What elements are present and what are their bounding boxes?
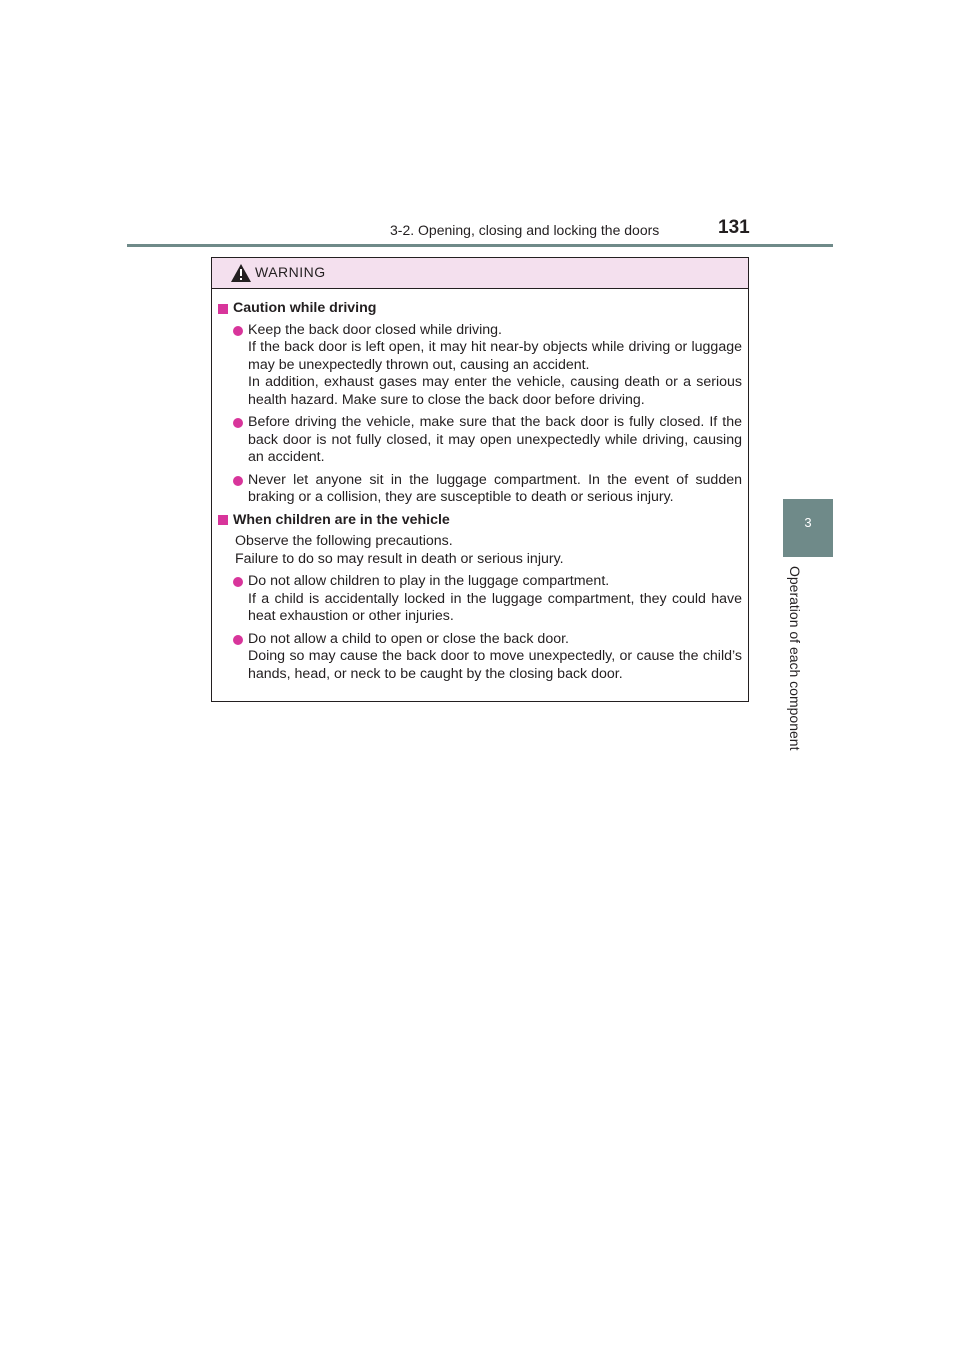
round-bullet-icon	[233, 635, 243, 645]
header-divider	[127, 244, 833, 247]
section-children-in-vehicle	[218, 512, 742, 684]
warning-box	[211, 257, 749, 702]
section-heading	[218, 512, 742, 530]
item-line: Doing so may cause the back door to move unexpectedly, or cause the child’s hands, head, or neck to be caught by the closing back door.	[248, 648, 742, 682]
square-bullet-icon	[218, 515, 228, 525]
page-number: 131	[718, 217, 750, 238]
chapter-number: 3	[804, 515, 812, 530]
item-line: If the back door is left open, it may hit near-by objects while driving or luggage may be unexpectedly thrown out, causing an accident.	[248, 339, 742, 373]
item-line: Before driving the vehicle, make sure that the back door is fully closed. If the back door is not fully closed, it may open unexpectedly while driving, causing an accident.	[248, 414, 742, 465]
intro-line: Observe the following precautions.	[235, 533, 453, 549]
round-bullet-icon	[233, 577, 243, 587]
item-line: Keep the back door closed while driving.	[248, 321, 502, 338]
section-caution-while-driving	[218, 300, 742, 507]
item-line: In addition, exhaust gases may enter the vehicle, causing death or a serious health hazard. Make sure to close the back door before driving.	[248, 374, 742, 408]
list-item	[218, 573, 742, 626]
chapter-tab	[783, 499, 833, 557]
section-heading-text: When children are in the vehicle	[233, 511, 450, 528]
warning-header	[212, 258, 748, 289]
warning-label: WARNING	[255, 264, 326, 280]
item-line: If a child is accidentally locked in the luggage compartment, they could have heat exhaustion or other injuries.	[248, 590, 742, 624]
round-bullet-icon	[233, 418, 243, 428]
item-line: Do not allow children to play in the luggage compartment.	[248, 573, 610, 589]
warning-triangle-icon	[230, 263, 252, 283]
list-item	[218, 322, 742, 410]
square-bullet-icon	[218, 304, 228, 314]
list-item	[218, 472, 742, 507]
intro-line: Failure to do so may result in death or serious injury.	[235, 550, 564, 567]
list-item	[218, 631, 742, 684]
section-heading-text: Caution while driving	[233, 300, 377, 316]
warning-body	[212, 289, 748, 683]
item-line: Do not allow a child to open or close the back door.	[248, 630, 569, 647]
round-bullet-icon	[233, 326, 243, 336]
item-line: Never let anyone sit in the luggage compartment. In the event of sudden braking or a collision, they are susceptible to death or serious injury.	[248, 471, 742, 505]
round-bullet-icon	[233, 476, 243, 486]
section-heading	[218, 300, 742, 318]
chapter-title: Operation of each component	[787, 566, 803, 751]
section-title: 3-2. Opening, closing and locking the doors	[390, 222, 660, 238]
list-item	[218, 414, 742, 467]
